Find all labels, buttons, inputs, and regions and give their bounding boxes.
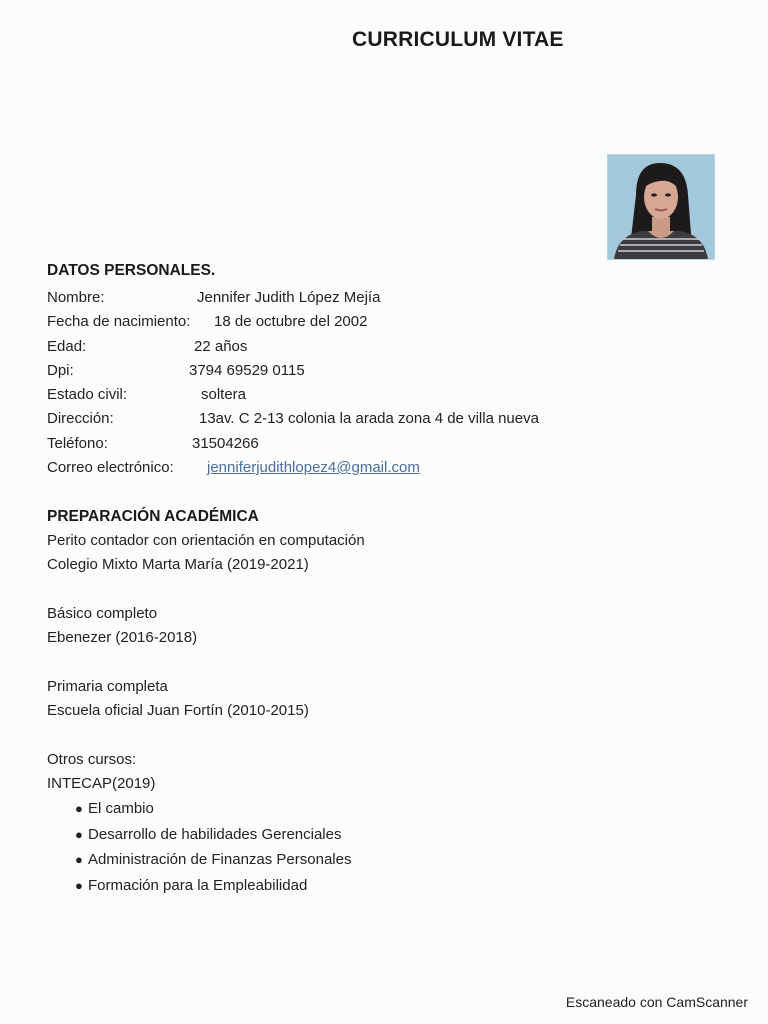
field-label: Estado civil: bbox=[47, 386, 128, 403]
field-label: Teléfono: bbox=[47, 435, 108, 452]
profile-photo bbox=[607, 154, 715, 260]
bullet-icon: ● bbox=[75, 801, 83, 816]
list-item bbox=[75, 798, 351, 824]
field-label: Fecha de nacimiento: bbox=[47, 313, 191, 330]
list-item bbox=[75, 824, 351, 850]
courses-list bbox=[75, 798, 351, 900]
email-link[interactable]: jenniferjudithlopez4@gmail.com bbox=[207, 459, 420, 476]
course-label: Administración de Finanzas Personales bbox=[88, 851, 352, 868]
field-label: Correo electrónico: bbox=[47, 459, 174, 476]
list-item bbox=[75, 875, 351, 901]
bullet-icon: ● bbox=[75, 877, 83, 893]
field-label: Edad: bbox=[47, 338, 87, 355]
academic-entry-line: Básico completo bbox=[47, 605, 158, 622]
course-label: El cambio bbox=[88, 800, 154, 817]
field-value: soltera bbox=[201, 386, 247, 403]
field-label: Dpi: bbox=[47, 362, 74, 379]
academic-heading: PREPARACIÓN ACADÉMICA bbox=[47, 508, 259, 525]
scanner-watermark: Escaneado con CamScanner bbox=[565, 994, 748, 1010]
field-value: Jennifer Judith López Mejía bbox=[197, 289, 381, 306]
academic-entry-line: Colegio Mixto Marta María (2019-2021) bbox=[47, 556, 309, 573]
academic-entry-line: Ebenezer (2016-2018) bbox=[47, 629, 198, 646]
field-value: 3794 69529 0115 bbox=[189, 362, 305, 379]
field-value: 13av. C 2-13 colonia la arada zona 4 de villa nueva bbox=[199, 410, 539, 427]
field-value: 18 de octubre del 2002 bbox=[214, 313, 368, 330]
academic-entry-line: Escuela oficial Juan Fortín (2010-2015) bbox=[47, 702, 309, 719]
personal-data-heading: DATOS PERSONALES. bbox=[47, 262, 216, 279]
field-label: Nombre: bbox=[47, 289, 105, 306]
bullet-icon: ● bbox=[75, 852, 83, 867]
bullet-icon: ● bbox=[75, 826, 83, 842]
course-label: Formación para la Empleabilidad bbox=[88, 876, 308, 894]
academic-entry-line: Primaria completa bbox=[47, 678, 168, 695]
field-value: 31504266 bbox=[192, 435, 259, 452]
page-title: CURRICULUM VITAE bbox=[352, 28, 564, 51]
other-courses-institution: INTECAP(2019) bbox=[47, 775, 156, 792]
field-label: Dirección: bbox=[47, 410, 114, 427]
other-courses-label: Otros cursos: bbox=[47, 751, 137, 768]
academic-entry-line: Perito contador con orientación en computación bbox=[47, 532, 365, 549]
course-label: Desarrollo de habilidades Gerenciales bbox=[88, 825, 342, 843]
list-item bbox=[75, 849, 351, 875]
field-value: 22 años bbox=[194, 338, 248, 355]
